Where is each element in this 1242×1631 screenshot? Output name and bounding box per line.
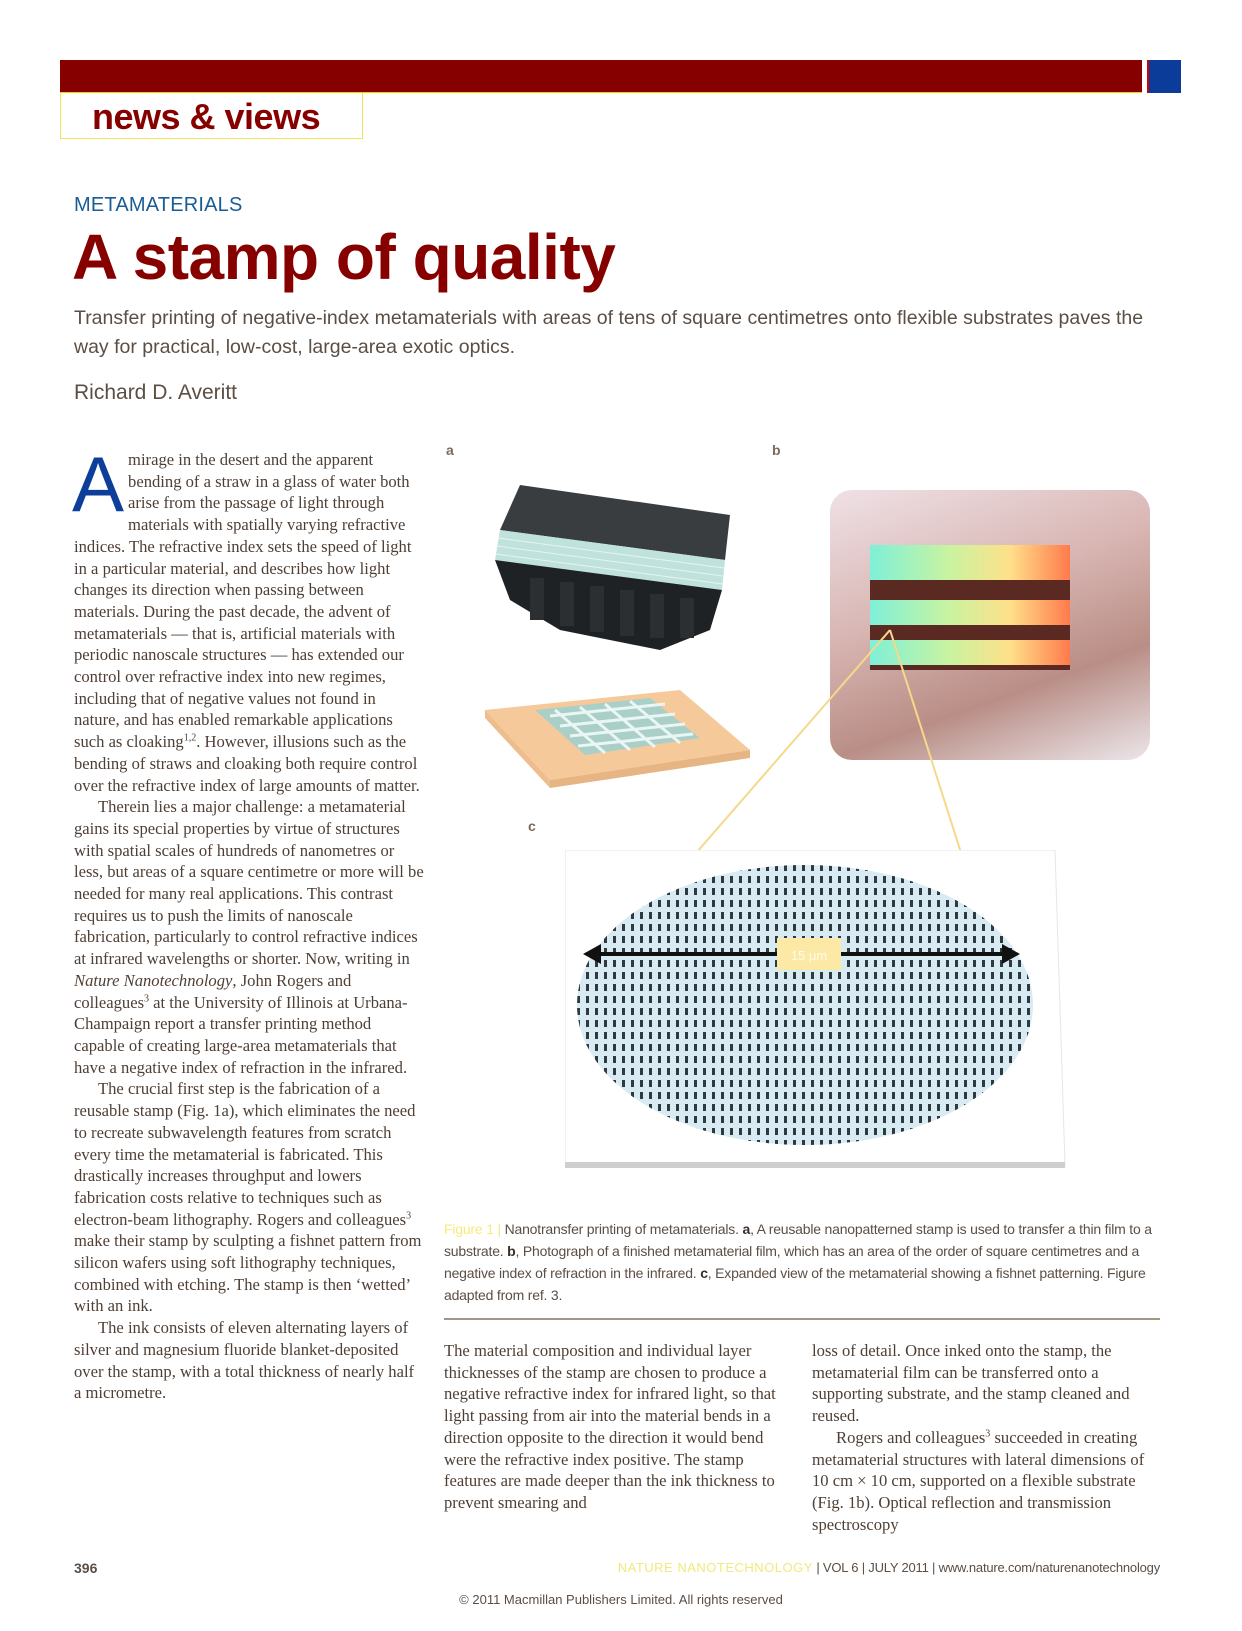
paragraph: The crucial first step is the fabrication of a reusable stamp (Fig. 1a), which eliminates the need to recreate subwavelength features from scratch every time the metamaterial is fabricated. This drastically increases throughput and lowers fabrication costs relative to techniques such as electron-beam lithography. Rogers and colleagues$^3$ make their stamp by sculpting a fishnet pattern from silicon wafers using soft lithography techniques, combined with etching. The stamp is then ‘wetted’ with an ink. (74, 1079, 422, 1316)
paragraph: The material composition and individual layer thicknesses of the stamp are chosen to produce a negative refractive index for infrared light, so that light passing from air into the material bends in a direction opposite to the direction it would bend were the refractive index positive. The stamp features are made deeper than the ink thickness to prevent smearing and (444, 1341, 776, 1512)
paragraph: Rogers and colleagues$^3$ succeeded in creating metamaterial structures with lateral dimensions of 10 cm × 10 cm, supported on a flexible substrate (Fig. 1b). Optical reflection and transmission spectroscopy (812, 1427, 1145, 1534)
header-accent-block (1147, 60, 1181, 93)
kicker: METAMATERIALS (74, 194, 243, 216)
ref-superscript: 3 (144, 993, 150, 1005)
ref-superscript: 3 (985, 1428, 991, 1440)
body-column-2 (444, 1340, 784, 1514)
dropcap: A (72, 440, 125, 528)
figure-number: Figure 1 | (444, 1221, 501, 1237)
caption-divider (444, 1318, 1160, 1320)
headline: A stamp of quality (72, 221, 616, 293)
ref-superscript: 1,2 (183, 732, 197, 744)
panel-label-a: a (446, 442, 454, 458)
journal-name: NATURE NANOTECHNOLOGY (617, 1560, 813, 1575)
panel-label-b: b (772, 442, 781, 458)
body-column-1 (72, 440, 424, 1404)
panel-label-c: c (528, 818, 536, 834)
copyright: © 2011 Macmillan Publishers Limited. All rights reserved (459, 1592, 783, 1607)
header-bar (60, 60, 1142, 93)
paragraph: Therein lies a major challenge: a metamaterial gains its special properties by virtue of structures with spatial scales of hundreds of nanometres or less, but areas of a square centimetre or more will be needed for many real applications. This contrast requires us to push the limits of nanoscale fabrication, particularly to control refractive indices at infrared wavelengths or shorter. Now, writing in Nature Nanotechnology, John Rogers and colleagues$^3$ at the University of Illinois at Urbana-Champaign report a transfer printing method capable of creating large-area metamaterials that have a negative index of refraction in the infrared. (74, 797, 424, 1077)
section-label: news & views (92, 96, 321, 137)
figure-caption: Figure 1 | Nanotransfer printing of metamaterials. a, A reusable nanopatterned stamp is used to transfer a thin film to a substrate. b, Photograph of a finished metamaterial film, which has an area of the order of square centimetres and a negative index of refraction in the infrared. c, Expanded view of the metamaterial showing a fishnet patterning. Figure adapted from ref. 3. (444, 1221, 1152, 1303)
footer-journal-info: NATURE NANOTECHNOLOGY | VOL 6 | JULY 2011 | www.nature.com/naturenanotechnology (617, 1560, 1160, 1575)
fishnet-expanded-view (565, 850, 1105, 1170)
svg-text:15 μm: 15 μm (790, 948, 828, 963)
paragraph: The ink consists of eleven alternating layers of silver and magnesium fluoride blanket-deposited over the stamp, with a total thickness of nearly half a micrometre. (74, 1318, 415, 1403)
page-number: 396 (74, 1560, 98, 1576)
standfirst: Transfer printing of negative-index metamaterials with areas of tens of square centimetres onto flexible substrates paves the way for practical, low-cost, large-area exotic optics. (74, 307, 1144, 358)
byline: Richard D. Averitt (74, 381, 238, 404)
journal-name: Nature Nanotechnology (74, 970, 233, 990)
paragraph: loss of detail. Once inked onto the stamp, the metamaterial film can be transferred onto a supporting substrate, and the stamp cleaned and reused. (812, 1341, 1130, 1426)
body-column-3 (812, 1340, 1162, 1535)
paragraph: A mirage in the desert and the apparent bending of a straw in a glass of water both arise from the passage of light through materials with spatially varying refractive indices. The refractive index sets the speed of light in a particular material, and describes how light changes its direction when passing between materials. During the past decade, the advent of metamaterials — that is, artificial materials with periodic nanoscale structures — has extended our control over refractive index into new regimes, including that of negative values not found in nature, and has enabled remarkable applications such as cloaking$^{1,2}$. However, illusions such as the bending of straws and cloaking both require control over the refractive index of large amounts of matter. (72, 440, 420, 795)
ref-superscript: 3 (406, 1210, 412, 1222)
